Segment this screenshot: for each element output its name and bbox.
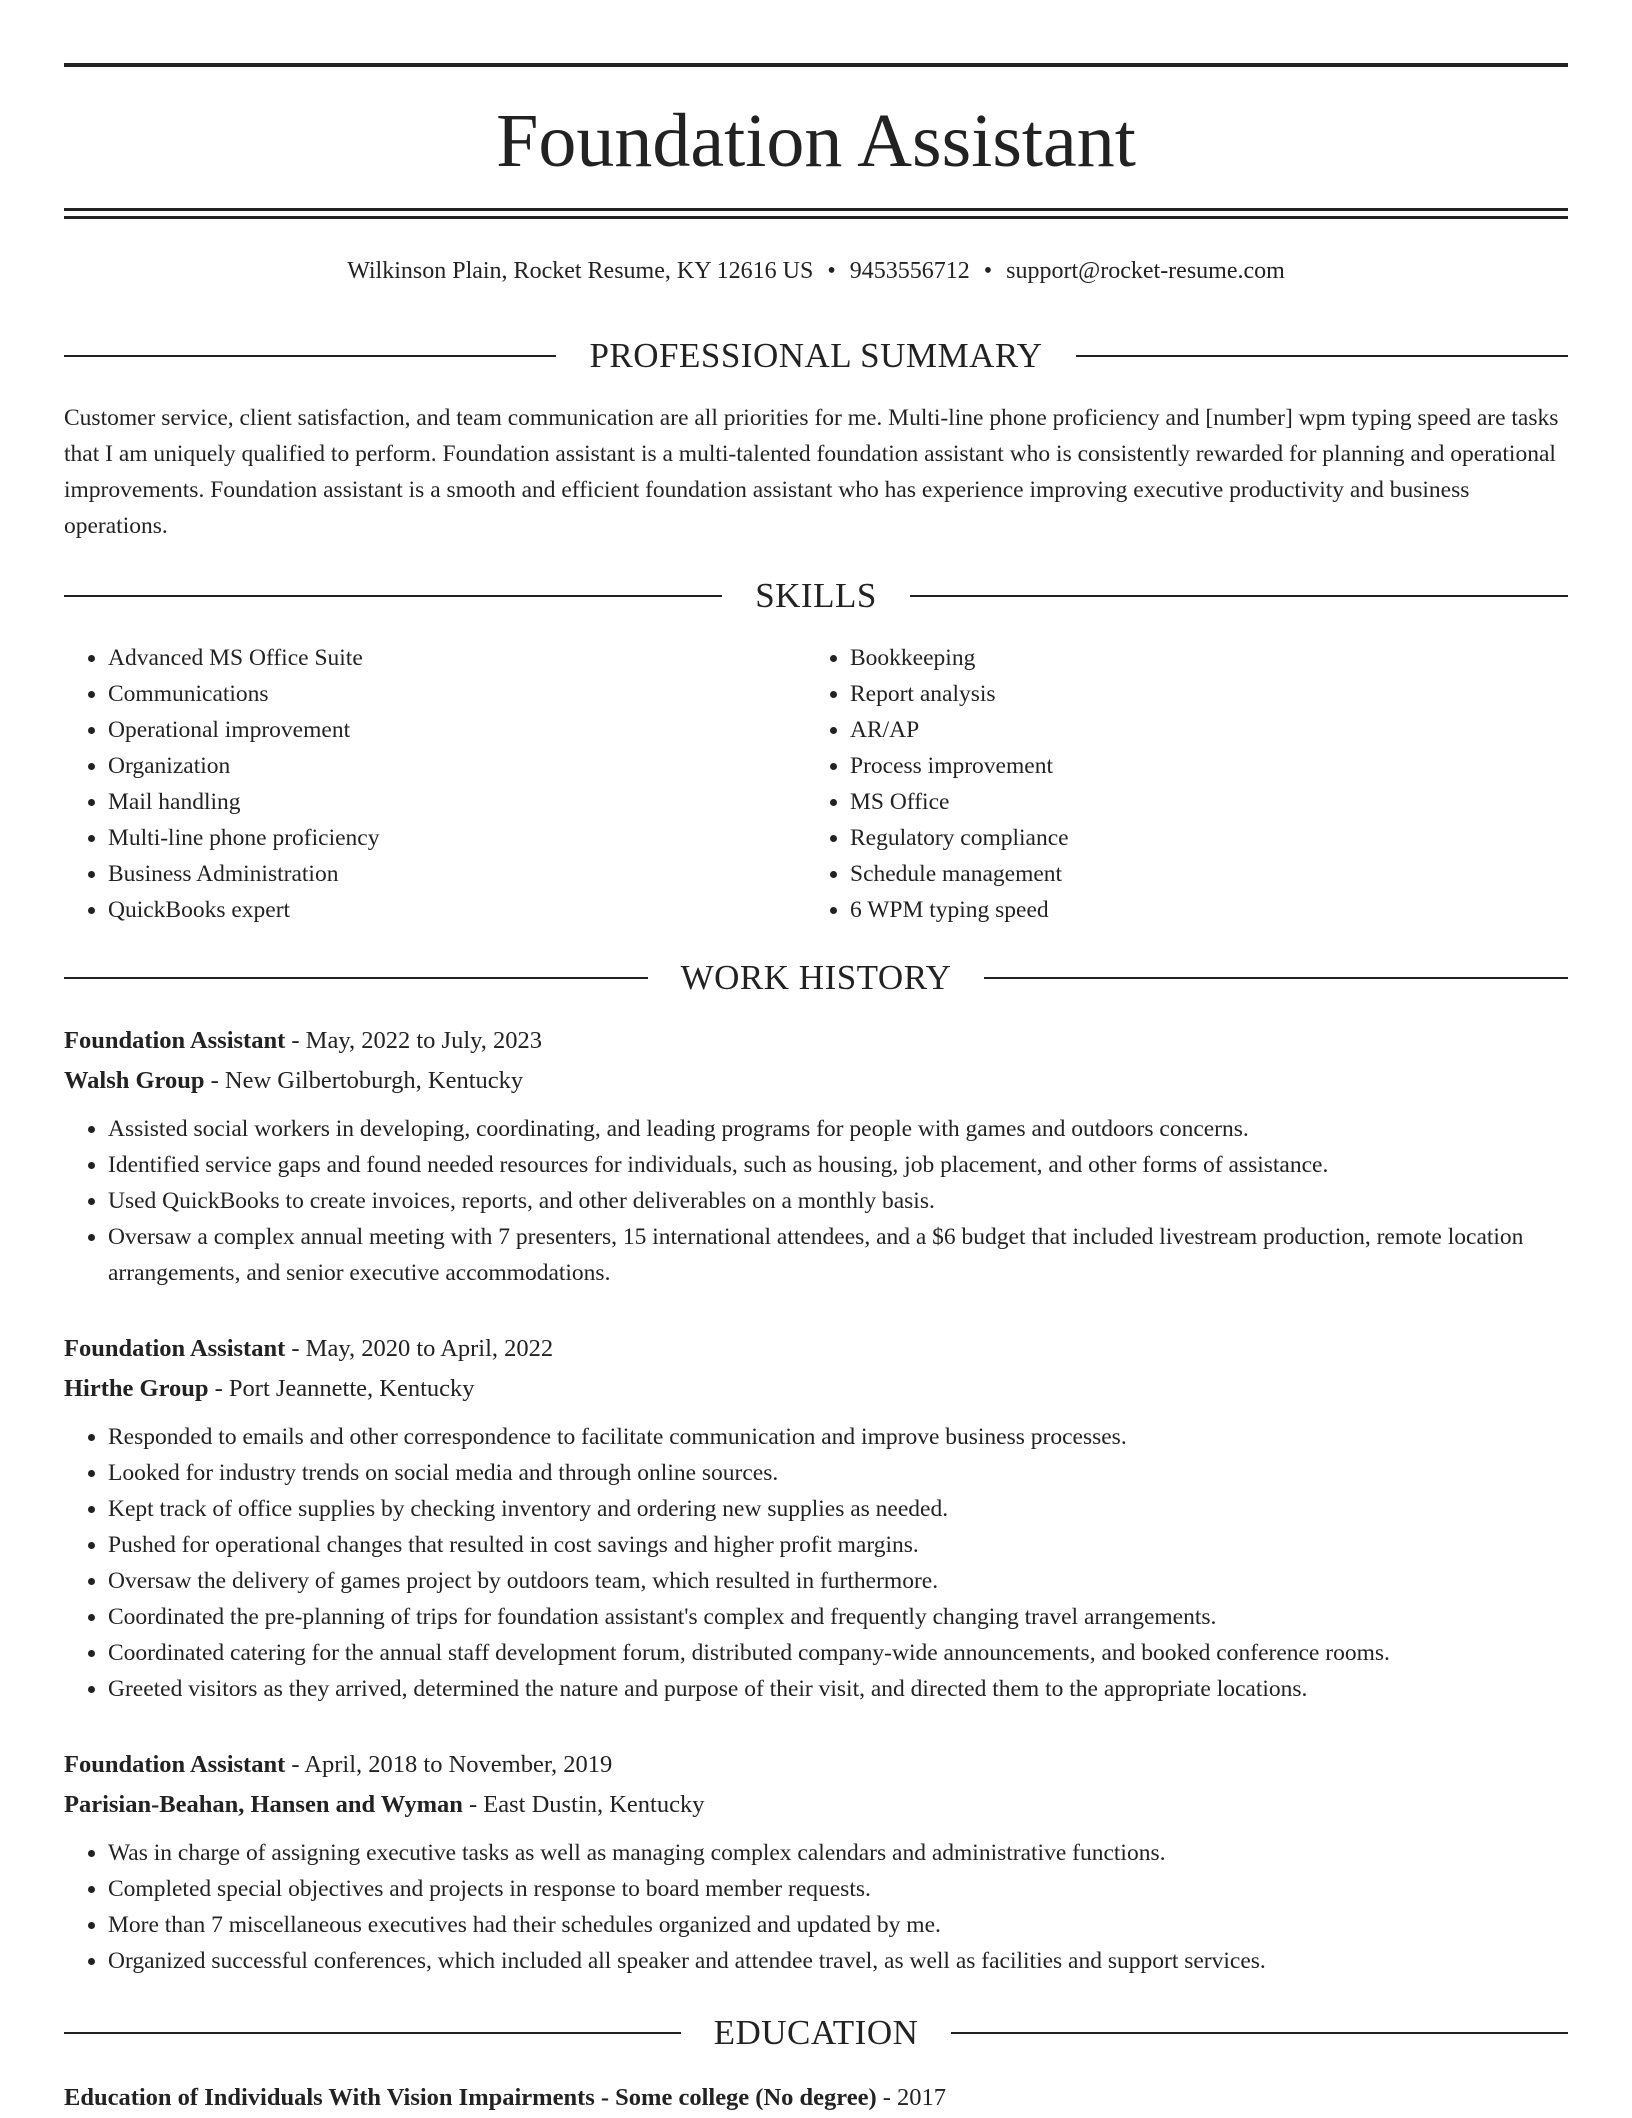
job-title-line	[64, 1745, 1568, 1785]
skill-item: • Multi-line phone proficiency	[108, 820, 764, 856]
job-entry	[64, 1021, 1568, 1291]
job-company: Hirthe Group	[64, 1375, 209, 1402]
skills-left-column	[64, 640, 764, 928]
job-company-line	[64, 1061, 1568, 1101]
skill-item: • Schedule management	[850, 856, 1506, 892]
job-company-line	[64, 1369, 1568, 1409]
contact-phone: 9453556712	[849, 258, 970, 284]
heading-rule	[64, 355, 556, 357]
heading-rule	[1076, 355, 1568, 357]
job-entry	[64, 1745, 1568, 1979]
skill-item: • Operational improvement	[108, 712, 764, 748]
job-bullet: • Used QuickBooks to create invoices, reports, and other deliverables on a monthly basis.	[108, 1183, 1568, 1219]
name-rule-lower	[64, 216, 1568, 219]
education-heading	[64, 2011, 1568, 2055]
contact-address: Wilkinson Plain, Rocket Resume, KY 12616 US	[347, 258, 814, 284]
heading-rule	[64, 977, 648, 979]
job-title-line	[64, 1021, 1568, 1061]
skill-item: • 6 WPM typing speed	[850, 892, 1506, 928]
name-rule-upper	[64, 208, 1568, 211]
job-title: Foundation Assistant	[64, 1027, 286, 1054]
skills-left-list	[64, 640, 764, 928]
education-heading-text: EDUCATION	[713, 2013, 919, 2052]
skill-item: • Organization	[108, 748, 764, 784]
job-bullet: • Completed special objectives and projects in response to board member requests.	[108, 1871, 1568, 1907]
work-heading	[64, 956, 1568, 1000]
skills-right-column	[806, 640, 1506, 928]
skill-item: • Report analysis	[850, 676, 1506, 712]
job-bullet: • More than 7 miscellaneous executives had their schedules organized and updated by me.	[108, 1907, 1568, 1943]
job-location: - New Gilbertoburgh, Kentucky	[204, 1067, 524, 1094]
heading-rule	[64, 2032, 681, 2034]
summary-heading	[64, 334, 1568, 378]
job-bullet: • Coordinated the pre-planning of trips for foundation assistant's complex and frequently changing travel arrangements.	[108, 1599, 1568, 1635]
job-dates: - May, 2022 to July, 2023	[285, 1027, 543, 1054]
job-bullets	[64, 1419, 1568, 1707]
job-company: Parisian-Beahan, Hansen and Wyman	[64, 1791, 463, 1818]
job-bullet: • Oversaw the delivery of games project by outdoors team, which resulted in furthermore.	[108, 1563, 1568, 1599]
skill-item: • QuickBooks expert	[108, 892, 764, 928]
skill-item: • AR/AP	[850, 712, 1506, 748]
job-bullet: • Assisted social workers in developing, coordinating, and leading programs for people with games and outdoors concerns.	[108, 1111, 1568, 1147]
job-dates: - April, 2018 to November, 2019	[285, 1751, 613, 1778]
skills-heading	[64, 574, 1568, 618]
skill-item: • Bookkeeping	[850, 640, 1506, 676]
skill-item: • Advanced MS Office Suite	[108, 640, 764, 676]
skill-item: • Process improvement	[850, 748, 1506, 784]
job-company: Walsh Group	[64, 1067, 205, 1094]
job-bullet: • Organized successful conferences, which included all speaker and attendee travel, as well as facilities and support services.	[108, 1943, 1568, 1979]
resume-name: Foundation Assistant	[496, 99, 1136, 183]
job-bullet: • Looked for industry trends on social media and through online sources.	[108, 1455, 1568, 1491]
summary-heading-text: PROFESSIONAL SUMMARY	[589, 336, 1043, 375]
education-program: Education of Individuals With Vision Impairments - Some college (No degree)	[64, 2084, 877, 2111]
skill-item: • Mail handling	[108, 784, 764, 820]
job-bullet: • Kept track of office supplies by checking inventory and ordering new supplies as needed.	[108, 1491, 1568, 1527]
heading-rule	[984, 977, 1568, 979]
skills-right-list	[806, 640, 1506, 928]
job-location: - Port Jeannette, Kentucky	[208, 1375, 475, 1402]
job-bullet: • Coordinated catering for the annual staff development forum, distributed company-wide announcements, and booked conference rooms.	[108, 1635, 1568, 1671]
job-bullet: • Pushed for operational changes that resulted in cost savings and higher profit margins.	[108, 1527, 1568, 1563]
job-bullet: • Responded to emails and other correspondence to facilitate communication and improve business processes.	[108, 1419, 1568, 1455]
skill-item: • Regulatory compliance	[850, 820, 1506, 856]
job-bullets	[64, 1835, 1568, 1979]
top-rule	[64, 63, 1568, 67]
job-bullet: • Was in charge of assigning executive tasks as well as managing complex calendars and administrative functions.	[108, 1835, 1568, 1871]
job-dates: - May, 2020 to April, 2022	[285, 1335, 554, 1362]
job-bullet: • Greeted visitors as they arrived, determined the nature and purpose of their visit, and directed them to the appropriate locations.	[108, 1671, 1568, 1707]
education-year: - 2017	[876, 2084, 947, 2111]
skill-item: • Communications	[108, 676, 764, 712]
heading-rule	[910, 595, 1568, 597]
contact-line	[64, 254, 1568, 288]
heading-rule	[64, 595, 722, 597]
job-location: - East Dustin, Kentucky	[462, 1791, 705, 1818]
heading-rule	[951, 2032, 1568, 2034]
job-title-line	[64, 1329, 1568, 1369]
job-bullets	[64, 1111, 1568, 1291]
job-title: Foundation Assistant	[64, 1751, 286, 1778]
contact-separator: •	[983, 258, 993, 284]
contact-separator: •	[827, 258, 836, 284]
job-title: Foundation Assistant	[64, 1335, 286, 1362]
contact-email: support@rocket-resume.com	[1006, 258, 1285, 284]
summary-text: Customer service, client satisfaction, and team communication are all priorities for me. Multi-line phone proficiency and [number] wpm typing speed are tasks that I am uniquely qualified to perform. Foundation assistant is a multi-talented foundation assistant who is consistently rewarded for planning and operational improvements. Foundation assistant is a smooth and efficient foundation assistant who has experience improving executive productivity and business operations.	[64, 405, 1559, 539]
job-company-line	[64, 1785, 1568, 1825]
job-bullet: • Oversaw a complex annual meeting with 7 presenters, 15 international attendees, and a $6 budget that included livestream production, remote location arrangements, and senior executive accommodations.	[108, 1219, 1568, 1291]
job-bullet: • Identified service gaps and found needed resources for individuals, such as housing, job placement, and other forms of assistance.	[108, 1147, 1568, 1183]
job-entry	[64, 1329, 1568, 1707]
skills-heading-text: SKILLS	[755, 576, 877, 615]
skill-item: • MS Office	[850, 784, 1506, 820]
work-heading-text: WORK HISTORY	[680, 958, 952, 997]
skill-item: • Business Administration	[108, 856, 764, 892]
education-entry	[64, 2078, 1568, 2118]
